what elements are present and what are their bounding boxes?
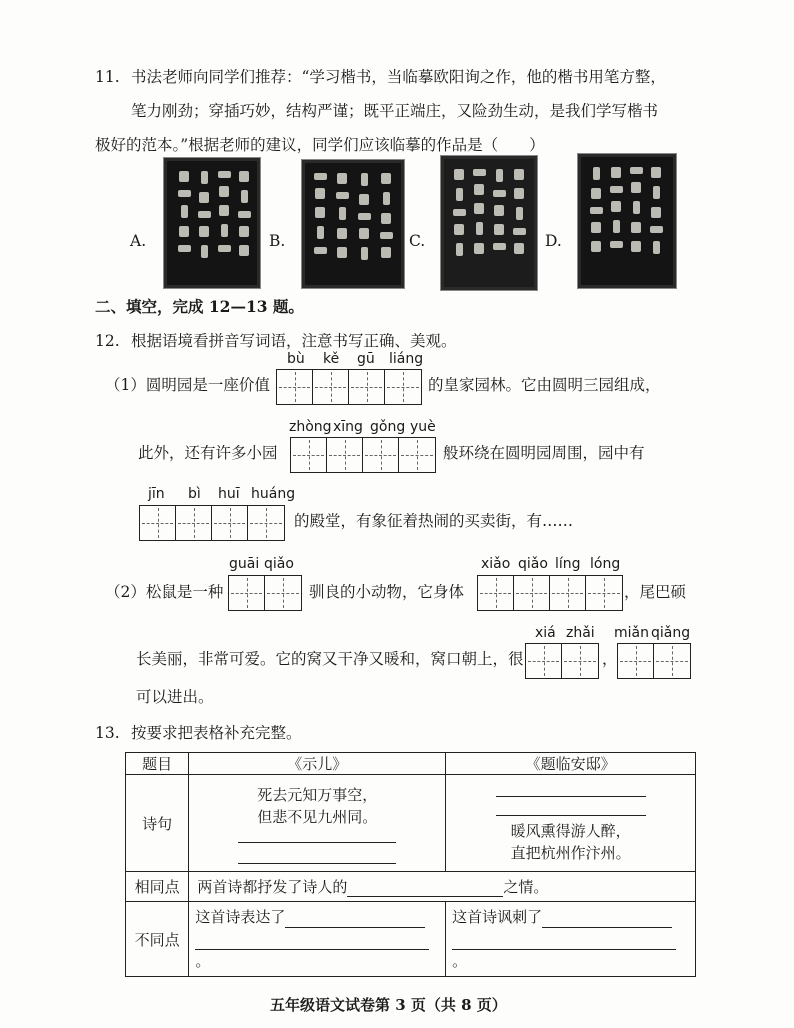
q12-p2-b: 驯良的小动物，它身体 xyxy=(309,583,465,601)
poem2-title: 《题临安邸》 xyxy=(446,753,696,775)
q12-p2-a: （2）松鼠是一种 xyxy=(105,583,224,601)
answer-cell[interactable] xyxy=(265,576,301,610)
row-poem-label: 诗句 xyxy=(126,775,189,872)
pinyin-ling: líng xyxy=(555,556,581,572)
option-d-label[interactable]: D. xyxy=(545,232,562,250)
same-text-b: 之情。 xyxy=(503,878,549,896)
pinyin-gong: gǒng xyxy=(370,419,406,435)
pinyin-hui: huī xyxy=(218,486,240,502)
pinyin-zhong: zhòng xyxy=(289,419,332,435)
answer-cell[interactable] xyxy=(313,370,349,404)
q12-p1-e: 的殿堂，有象征着热闹的买卖街，有…… xyxy=(294,512,574,530)
q12-p1-d: 般环绕在圆明园周围，园中有 xyxy=(443,444,645,462)
q11-line3: 极好的范本。”根据老师的建议，同学们应该临摹的作品是（ ） xyxy=(95,136,545,154)
answer-cell[interactable] xyxy=(562,644,598,678)
answer-cell[interactable] xyxy=(586,576,622,610)
pinyin-qiang: qiǎng xyxy=(651,625,691,641)
answer-cell[interactable] xyxy=(349,370,385,404)
answer-boxes-xia-zhai[interactable] xyxy=(525,643,599,679)
diff2-blank-a[interactable] xyxy=(542,913,672,928)
pinyin-zhai: zhǎi xyxy=(566,625,595,641)
answer-cell[interactable] xyxy=(550,576,586,610)
diff1-period: 。 xyxy=(195,952,211,970)
pinyin-jin: jīn xyxy=(148,486,165,502)
q12-p2-e: ， xyxy=(602,650,618,668)
pinyin-huang: huáng xyxy=(251,486,296,502)
answer-cell[interactable] xyxy=(385,370,421,404)
pinyin-xing: xīng xyxy=(333,419,363,435)
q12-p2-d: 长美丽，非常可爱。它的窝又干净又暖和，窝口朝上，很 xyxy=(136,650,524,668)
answer-cell[interactable] xyxy=(248,506,284,540)
poem2-line4: 直把杭州作汴州。 xyxy=(510,844,631,862)
answer-boxes-zhong-xing-gong-yue[interactable] xyxy=(290,437,436,473)
pinyin-guai: guāi xyxy=(229,556,260,572)
diff1-cell xyxy=(189,902,446,977)
row-diff-label: 不同点 xyxy=(126,902,189,977)
poem-comparison-table xyxy=(125,752,696,977)
pinyin-bi: bì xyxy=(188,486,201,502)
diff2-period: 。 xyxy=(452,952,468,970)
poem1-blank-line4[interactable] xyxy=(238,843,396,864)
answer-cell[interactable] xyxy=(327,438,363,472)
answer-cell[interactable] xyxy=(514,576,550,610)
q12-number: 12. xyxy=(95,332,120,350)
calligraphy-image-c[interactable] xyxy=(441,156,537,290)
header-label: 题目 xyxy=(126,753,189,775)
pinyin-xiao: xiǎo xyxy=(481,556,511,572)
option-c-label[interactable]: C. xyxy=(409,232,426,250)
answer-cell[interactable] xyxy=(363,438,399,472)
answer-cell[interactable] xyxy=(277,370,313,404)
poem1-line1: 死去元知万事空， xyxy=(257,786,378,804)
poem1-title: 《示儿》 xyxy=(189,753,446,775)
q11-line2: 笔力刚劲；穿插巧妙，结构严谨；既平正端庄，又险劲生动，是我们学写楷书 xyxy=(131,102,659,120)
poem1-line2: 但悲不见九州同。 xyxy=(257,808,378,826)
q13-number: 13. xyxy=(95,724,120,742)
pinyin-gu: gū xyxy=(357,351,375,367)
same-blank[interactable] xyxy=(347,882,503,897)
answer-cell[interactable] xyxy=(478,576,514,610)
q11-number: 11. xyxy=(95,68,120,86)
q12-p2-f: 可以进出。 xyxy=(136,688,214,706)
pinyin-qiao-2: qiǎo xyxy=(518,556,548,572)
answer-cell[interactable] xyxy=(654,644,690,678)
answer-cell[interactable] xyxy=(176,506,212,540)
option-a-label[interactable]: A. xyxy=(130,232,147,250)
calligraphy-image-b[interactable] xyxy=(302,160,404,288)
q12-p2-c: ，尾巴硕 xyxy=(624,583,687,601)
answer-cell[interactable] xyxy=(526,644,562,678)
pinyin-ke: kě xyxy=(323,351,340,367)
pinyin-xia: xiá xyxy=(535,625,556,641)
q12-p1-a: （1）圆明园是一座价值 xyxy=(105,376,270,394)
poem2-lines-cell xyxy=(446,775,696,872)
q13-instruction: 按要求把表格补充完整。 xyxy=(131,724,302,742)
section-2-title: 二、填空，完成 12—13 题。 xyxy=(95,297,304,316)
pinyin-liang: liáng xyxy=(389,351,424,367)
diff2-blank-b[interactable] xyxy=(452,935,676,950)
diff2-text: 这首诗讽刺了 xyxy=(452,908,543,926)
page-footer: 五年级语文试卷第 3 页（共 8 页） xyxy=(270,996,507,1014)
calligraphy-image-d[interactable] xyxy=(578,154,676,288)
row-same-label: 相同点 xyxy=(126,872,189,902)
q12-p1-b: 的皇家园林。它由圆明三园组成， xyxy=(428,376,661,394)
answer-cell[interactable] xyxy=(140,506,176,540)
q11-line1: 书法老师向同学们推荐：“学习楷书，当临摹欧阳询之作，他的楷书用笔方整， xyxy=(131,68,666,86)
answer-cell[interactable] xyxy=(618,644,654,678)
diff2-cell xyxy=(446,902,696,977)
answer-cell[interactable] xyxy=(291,438,327,472)
answer-boxes-guai-qiao[interactable] xyxy=(228,575,302,611)
same-points-cell xyxy=(189,872,696,902)
q12-instruction: 根据语境看拼音写词语，注意书写正确、美观。 xyxy=(131,332,457,350)
answer-cell[interactable] xyxy=(229,576,265,610)
answer-cell[interactable] xyxy=(399,438,435,472)
pinyin-mian: miǎn xyxy=(614,625,649,641)
diff1-blank-a[interactable] xyxy=(285,913,425,928)
diff1-text: 这首诗表达了 xyxy=(195,908,286,926)
answer-cell[interactable] xyxy=(212,506,248,540)
pinyin-long: lóng xyxy=(590,556,621,572)
diff1-blank-b[interactable] xyxy=(195,935,429,950)
option-b-label[interactable]: B. xyxy=(269,232,286,250)
answer-boxes-xiao-qiao-ling-long[interactable] xyxy=(477,575,623,611)
poem2-line3: 暖风熏得游人醉， xyxy=(510,822,631,840)
pinyin-yue: yuè xyxy=(410,419,436,435)
poem1-lines-cell xyxy=(189,775,446,872)
pinyin-bu: bù xyxy=(287,351,305,367)
pinyin-qiao: qiǎo xyxy=(264,556,294,572)
answer-boxes-bu-ke-gu-liang[interactable] xyxy=(276,369,422,405)
poem2-blank-line2[interactable] xyxy=(496,797,646,816)
poem2-blank-line1[interactable] xyxy=(496,780,646,797)
q12-p1-c: 此外，还有许多小园 xyxy=(138,444,278,462)
answer-boxes-mian-qiang[interactable] xyxy=(617,643,691,679)
answer-boxes-jin-bi-hui-huang[interactable] xyxy=(139,505,285,541)
calligraphy-image-a[interactable] xyxy=(164,158,260,288)
poem1-blank-line3[interactable] xyxy=(238,828,396,843)
same-text-a: 两首诗都抒发了诗人的 xyxy=(197,878,348,896)
